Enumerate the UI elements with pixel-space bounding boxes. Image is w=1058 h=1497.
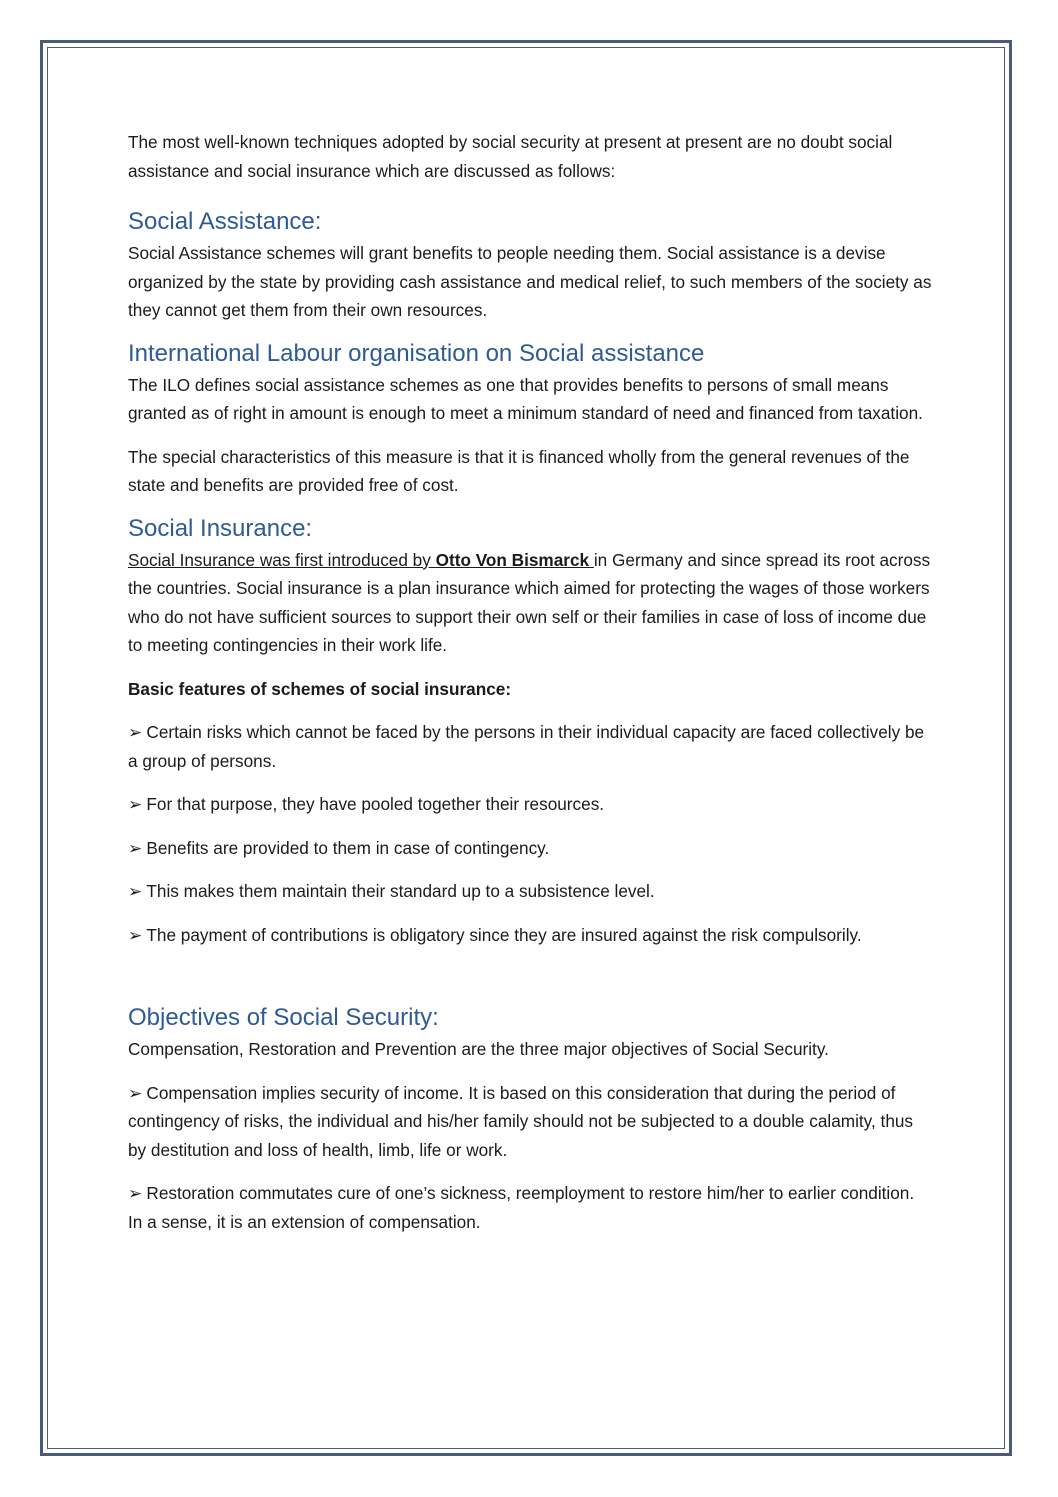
bismarck-name: Otto Von Bismarck [435,549,594,570]
arrow-bullet-icon: ➢ [128,722,143,742]
heading-social-insurance: Social Insurance: [128,514,313,542]
arrow-bullet-icon: ➢ [128,881,143,901]
feature-item: ➢ Certain risks which cannot be faced by the persons in their individual capacity are faced collectively be a group of persons. [128,722,925,771]
arrow-bullet-icon: ➢ [128,1183,143,1203]
objective-item: ➢ Restoration commutates cure of one’s sickness, reemployment to restore him/her to earlier condition. In a sense, it is an extension of compensation. [128,1183,915,1232]
feature-item: ➢ The payment of contributions is obligatory since they are insured against the risk compulsorily. [128,924,862,945]
social-assistance-text: Social Assistance schemes will grant benefits to people needing them. Social assistance is a devise organized by the state by providing cash assistance and medical relief, to such members of the society as they cannot get them from their own resources. [128,243,932,320]
heading-social-assistance: Social Assistance: [128,208,322,235]
ilo-paragraph-1: The ILO defines social assistance schemes as one that provides benefits to persons of small means granted as of right in amount is enough to meet a minimum standard of need and financed from taxation. [128,374,923,423]
feature-item: ➢ Benefits are provided to them in case of contingency. [128,837,550,858]
arrow-bullet-icon: ➢ [128,794,143,814]
objective-item: ➢ Compensation implies security of income. It is based on this consideration that during the period of contingency of risks, the individual and his/her family should not be subjected to a double calamity, thus by destitution and loss of health, limb, life or work. [128,1082,914,1160]
social-insurance-rest: in Germany and since spread its root across the countries. Social insurance is a plan insurance which aimed for protecting the wages of those workers who do not have sufficient sources to support their own self or their families in case of loss of income due to meeting contingencies in their work life. [128,549,931,655]
arrow-bullet-icon: ➢ [128,1082,143,1103]
underlined-lead: Social Insurance was first introduced by [128,549,436,570]
feature-item: ➢ This makes them maintain their standard up to a subsistence level. [128,881,655,901]
feature-item: ➢ For that purpose, they have pooled together their resources. [128,794,605,814]
section-ilo [128,339,933,500]
heading-ilo: International Labour organisation on Social assistance [128,339,705,367]
ilo-paragraph-2: The special characteristics of this measure is that it is financed wholly from the general revenues of the state and benefits are provided free of cost. [128,446,910,495]
social-insurance-text [128,546,933,660]
heading-objectives: Objectives of Social Security: [128,1004,439,1031]
document-body [128,128,933,1250]
objectives-intro: Compensation, Restoration and Prevention are the three major objectives of Social Security. [128,1039,829,1059]
section-social-assistance [128,207,933,325]
arrow-bullet-icon: ➢ [128,924,143,945]
section-objectives [128,1003,933,1236]
section-social-insurance [128,514,933,950]
features-title: Basic features of schemes of social insurance: [128,678,512,699]
arrow-bullet-icon: ➢ [128,837,143,858]
intro-paragraph: The most well-known techniques adopted by social security at present at present are no doubt social assistance and social insurance which are discussed as follows: [128,132,893,181]
